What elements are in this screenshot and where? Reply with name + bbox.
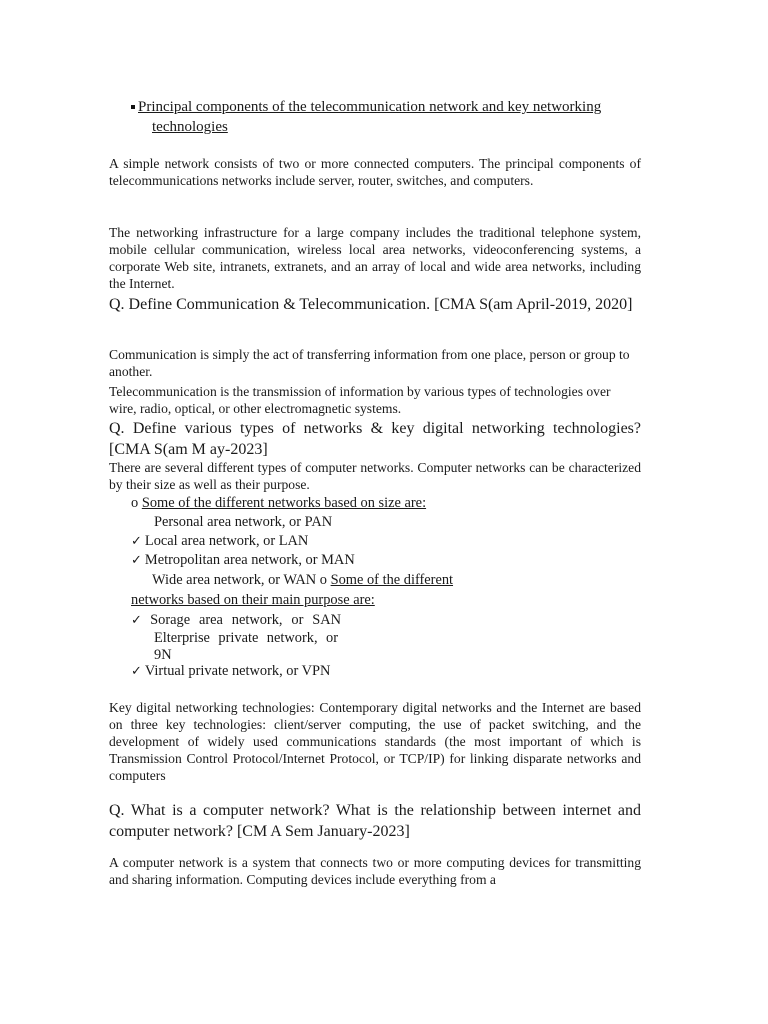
- checkmark-icon: ✓: [131, 664, 142, 679]
- vpn-label: Virtual private network, or VPN: [144, 663, 331, 679]
- list-item-san: [131, 611, 341, 630]
- list-item-lan: [131, 532, 308, 551]
- size-heading: Some of the different networks based on size are:: [141, 495, 427, 511]
- question-network-types: Q. Define various types of networks & key digital networking technologies? [CMA S(am M ay-2023]: [109, 420, 641, 458]
- list-item-pan: Personal area network, or PAN: [154, 514, 333, 530]
- square-bullet-icon: [131, 105, 135, 109]
- paragraph-telecommunication: Telecommunication is the transmission of information by various types of technologies over wire, radio, optical, or other electromagnetic systems.: [109, 384, 611, 416]
- paragraph-key-technologies: Key digital networking technologies: Contemporary digital networks and the Internet are based on three key technologies: client/server computing, the use of packet switching, and the development of widely used communications standards (the most important of which is Transmission Control Protocol/Internet Protocol, or TCP/IP) for linking disparate networks and computers: [109, 700, 641, 783]
- purpose-heading-part-1: Some of the different: [330, 572, 454, 588]
- wan-label: Wide area network, or WAN: [152, 572, 317, 588]
- san-label: Sorage area network, or SAN: [150, 612, 341, 628]
- man-label: Metropolitan area network, or MAN: [144, 552, 355, 568]
- paragraph-network-types-intro: There are several different types of computer networks. Computer networks can be characterized by their size as well as their purpose.: [109, 460, 641, 492]
- checkmark-icon: ✓: [131, 534, 142, 549]
- list-marker: o: [131, 495, 139, 511]
- list-item-man: [131, 551, 355, 570]
- list-item-epn: Elterprise private network, or: [154, 630, 338, 646]
- list-item-epn-continued: 9N: [154, 647, 172, 663]
- lan-label: Local area network, or LAN: [144, 533, 309, 549]
- list-item-size-heading: [131, 494, 426, 513]
- purpose-heading-part-2: networks based on their main purpose are:: [131, 592, 375, 608]
- section-heading: [131, 97, 651, 137]
- list-item-vpn: [131, 662, 330, 681]
- list-item-wan: [152, 571, 453, 590]
- checkmark-icon: ✓: [131, 553, 142, 568]
- paragraph-communication: Communication is simply the act of transferring information from one place, person or group to another.: [109, 347, 630, 379]
- paragraph-infrastructure: The networking infrastructure for a large company includes the traditional telephone system, mobile cellular communication, wireless local area networks, videoconferencing systems, a corporate Web site, intranets, extranets, and an array of local and wide area networks, including the Internet.: [109, 225, 641, 291]
- heading-line-2: technologies: [152, 119, 228, 135]
- heading-line-1: Principal components of the telecommunication network and key networking: [138, 99, 602, 115]
- checkmark-icon: ✓: [131, 613, 148, 628]
- paragraph-computer-network: A computer network is a system that connects two or more computing devices for transmitting and sharing information. Computing devices include everything from a: [109, 855, 641, 887]
- paragraph-simple-network: A simple network consists of two or more connected computers. The principal components of telecommunications networks include server, router, switches, and computers.: [109, 156, 641, 188]
- list-item-purpose-heading: [131, 591, 375, 610]
- question-communication: Q. Define Communication & Telecommunication. [CMA S(am April-2019, 2020]: [109, 296, 633, 313]
- list-marker: o: [319, 572, 327, 588]
- question-computer-network: Q. What is a computer network? What is the relationship between internet and computer network? [CM A Sem January-2023]: [109, 802, 641, 840]
